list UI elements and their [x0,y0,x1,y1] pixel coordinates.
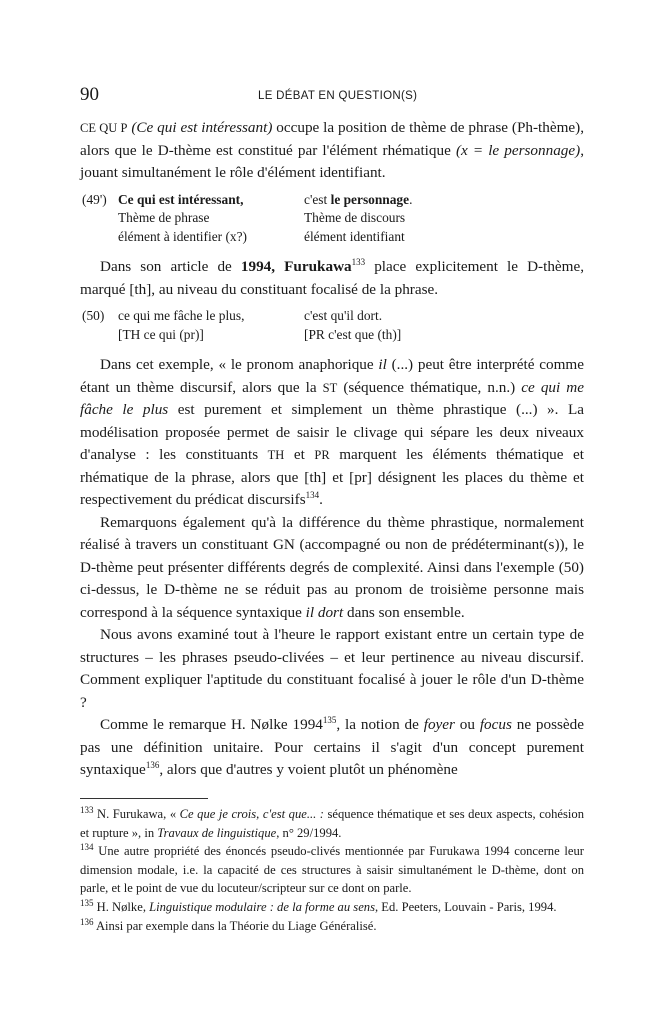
text-run: , alors que d'autres y voient plutôt un phénomène [159,761,458,778]
text-run: c'est [304,191,331,207]
italic-phrase: il [378,356,387,373]
footnote-number: 136 [80,916,94,927]
italic-phrase: foyer [423,716,455,733]
example-left: [TH ce qui (pr)] [118,326,204,342]
paragraph-3 [80,354,584,512]
footnote-ref[interactable]: 133 [351,256,366,267]
paragraph-1 [80,117,584,185]
text-run: place explicitement le D-thème, marqué [th], au niveau du constituant focalisé de la phrase. [80,258,585,298]
main-text [80,117,584,782]
italic-phrase: Ce que je crois, c'est que... : [179,807,328,821]
italic-phrase: ce qui me fâche le plus [80,378,584,418]
footnote-number: 135 [80,897,94,908]
italic-phrase: (Ce qui est intéressant) [131,119,273,136]
example-50 [82,307,584,344]
italic-phrase: Linguistique modulaire : de la forme au sens [149,899,375,914]
text-run: ne possède pas une définition unitaire. Pour certains il s'agit d'un concept purement syntaxique [80,716,585,778]
text-run: et [284,446,315,463]
example-number: (50) [82,308,105,323]
example-left: élément à identifier (x?) [118,228,248,244]
text-run: Une autre propriété des énoncés pseudo-clivés mentionnée par Furukawa 1994 concerne leur dimension modale, i.e. la capacité de ces structures à saisir simultanément le D-thème, dont on parle, et le point de vue du locuteur/scripteur sur ce dont on parle. [80,844,584,896]
small-caps-term: PR [314,448,330,462]
bold-phrase: 1994, Furukawa [240,258,352,275]
example-number: (49') [82,191,107,207]
footnote-ref[interactable]: 134 [305,489,320,500]
example-left: ce qui me fâche le plus, [118,308,245,323]
text-run: séquence thématique et ses deux aspects, cohésion et rupture », in [80,807,584,840]
footnote-divider [80,798,208,799]
example-right: élément identifiant [304,228,405,244]
running-head: LE DÉBAT EN QUESTION(S) [258,90,418,102]
text-run: est purement et simplement un thème phrastique (...) ». La modélisation proposée permet de saisir le clivage qui sépare les deux niveaux d'analyse : les constituants [80,401,584,463]
italic-phrase: Travaux de linguistique [157,825,277,840]
footnote-ref[interactable]: 135 [322,714,337,725]
paragraph-4 [80,512,584,625]
text-run: H. Nølke, [93,899,150,914]
text-run: dans son ensemble. [343,603,465,621]
bold-phrase: le personnage [330,191,410,207]
footnote-135 [80,898,584,917]
page-number: 90 [80,84,99,105]
small-caps-term: TH [267,448,285,462]
text-run: Remarquons également qu'à la différence du thème phrastique, normalement réalisé à travers un constituant GN (accompagné ou non de prédéterminant(s)), le D-thème peut présenter différents degrés de complexité. Ainsi dans l'exemple (50) ci-dessus, le D-thème ne se réduit pas au pronom de troisième personne mais correspond à la séquence syntaxique [80,513,584,621]
text-run: (séquence thématique, n.n.) [337,378,522,396]
example-left: Thème de phrase [118,210,210,225]
page-header [80,84,585,108]
text-run: Dans cet exemple, « le pronom anaphorique [100,356,379,373]
footnote-134 [80,842,584,898]
small-caps-term: CE QU P [80,121,128,135]
example-right: Thème de discours [304,210,406,225]
text-run: Comme le remarque H. Nølke 1994 [100,716,323,733]
text-run: . [319,491,323,508]
example-left: Ce qui est intéressant, [118,191,244,207]
example-right: c'est qu'il dort. [304,308,383,323]
footnotes [80,798,584,935]
paragraph-6 [80,714,584,782]
text-run: . [409,191,413,207]
text-run: marquent les éléments thématique et rhématique de la phrase, alors que [th] et [pr] désignent les places du thème et respectivement du prédicat discursifs [80,446,585,508]
footnote-ref[interactable]: 136 [145,759,160,770]
italic-phrase: focus [479,716,512,733]
text-run: (...) peut être interprété comme étant un thème discursif, alors que la [80,356,584,396]
footnote-number: 134 [80,842,94,852]
text-run: occupe la position de thème de phrase (Ph-thème), alors que le D-thème est constitué par l'élément rhématique [80,119,585,159]
small-caps-term: ST [322,380,338,395]
paragraph-2 [80,256,584,301]
paragraph-5: Nous avons examiné tout à l'heure le rapport existant entre un certain type de structures – les phrases pseudo-clivées – et leur pertinence au niveau discursif. Comment expliquer l'aptitude du constituant focalisé à jouer le rôle d'un D-thème ? [80,626,584,711]
text-run: Ainsi par exemple dans la Théorie du Liage Généralisé. [93,918,377,933]
text-run: , jouant simultanément le rôle d'élément identifiant. [80,141,585,181]
footnote-136 [80,917,584,936]
italic-phrase: (x = le personnage) [455,141,581,159]
footnote-number: 133 [80,804,94,815]
example-right [304,191,514,210]
text-run: N. Furukawa, « [93,807,180,821]
text-run: , la notion de [336,716,424,733]
text-run: , n° 29/1994. [276,825,342,840]
text-run: ou [454,716,480,733]
footnote-133 [80,805,584,842]
italic-phrase: il dort [305,603,344,621]
example-right: [PR c'est que (th)] [304,326,402,342]
example-49 [82,191,584,247]
text-run: Dans son article de [100,258,241,275]
text-run: , Ed. Peeters, Louvain - Paris, 1994. [374,899,557,914]
